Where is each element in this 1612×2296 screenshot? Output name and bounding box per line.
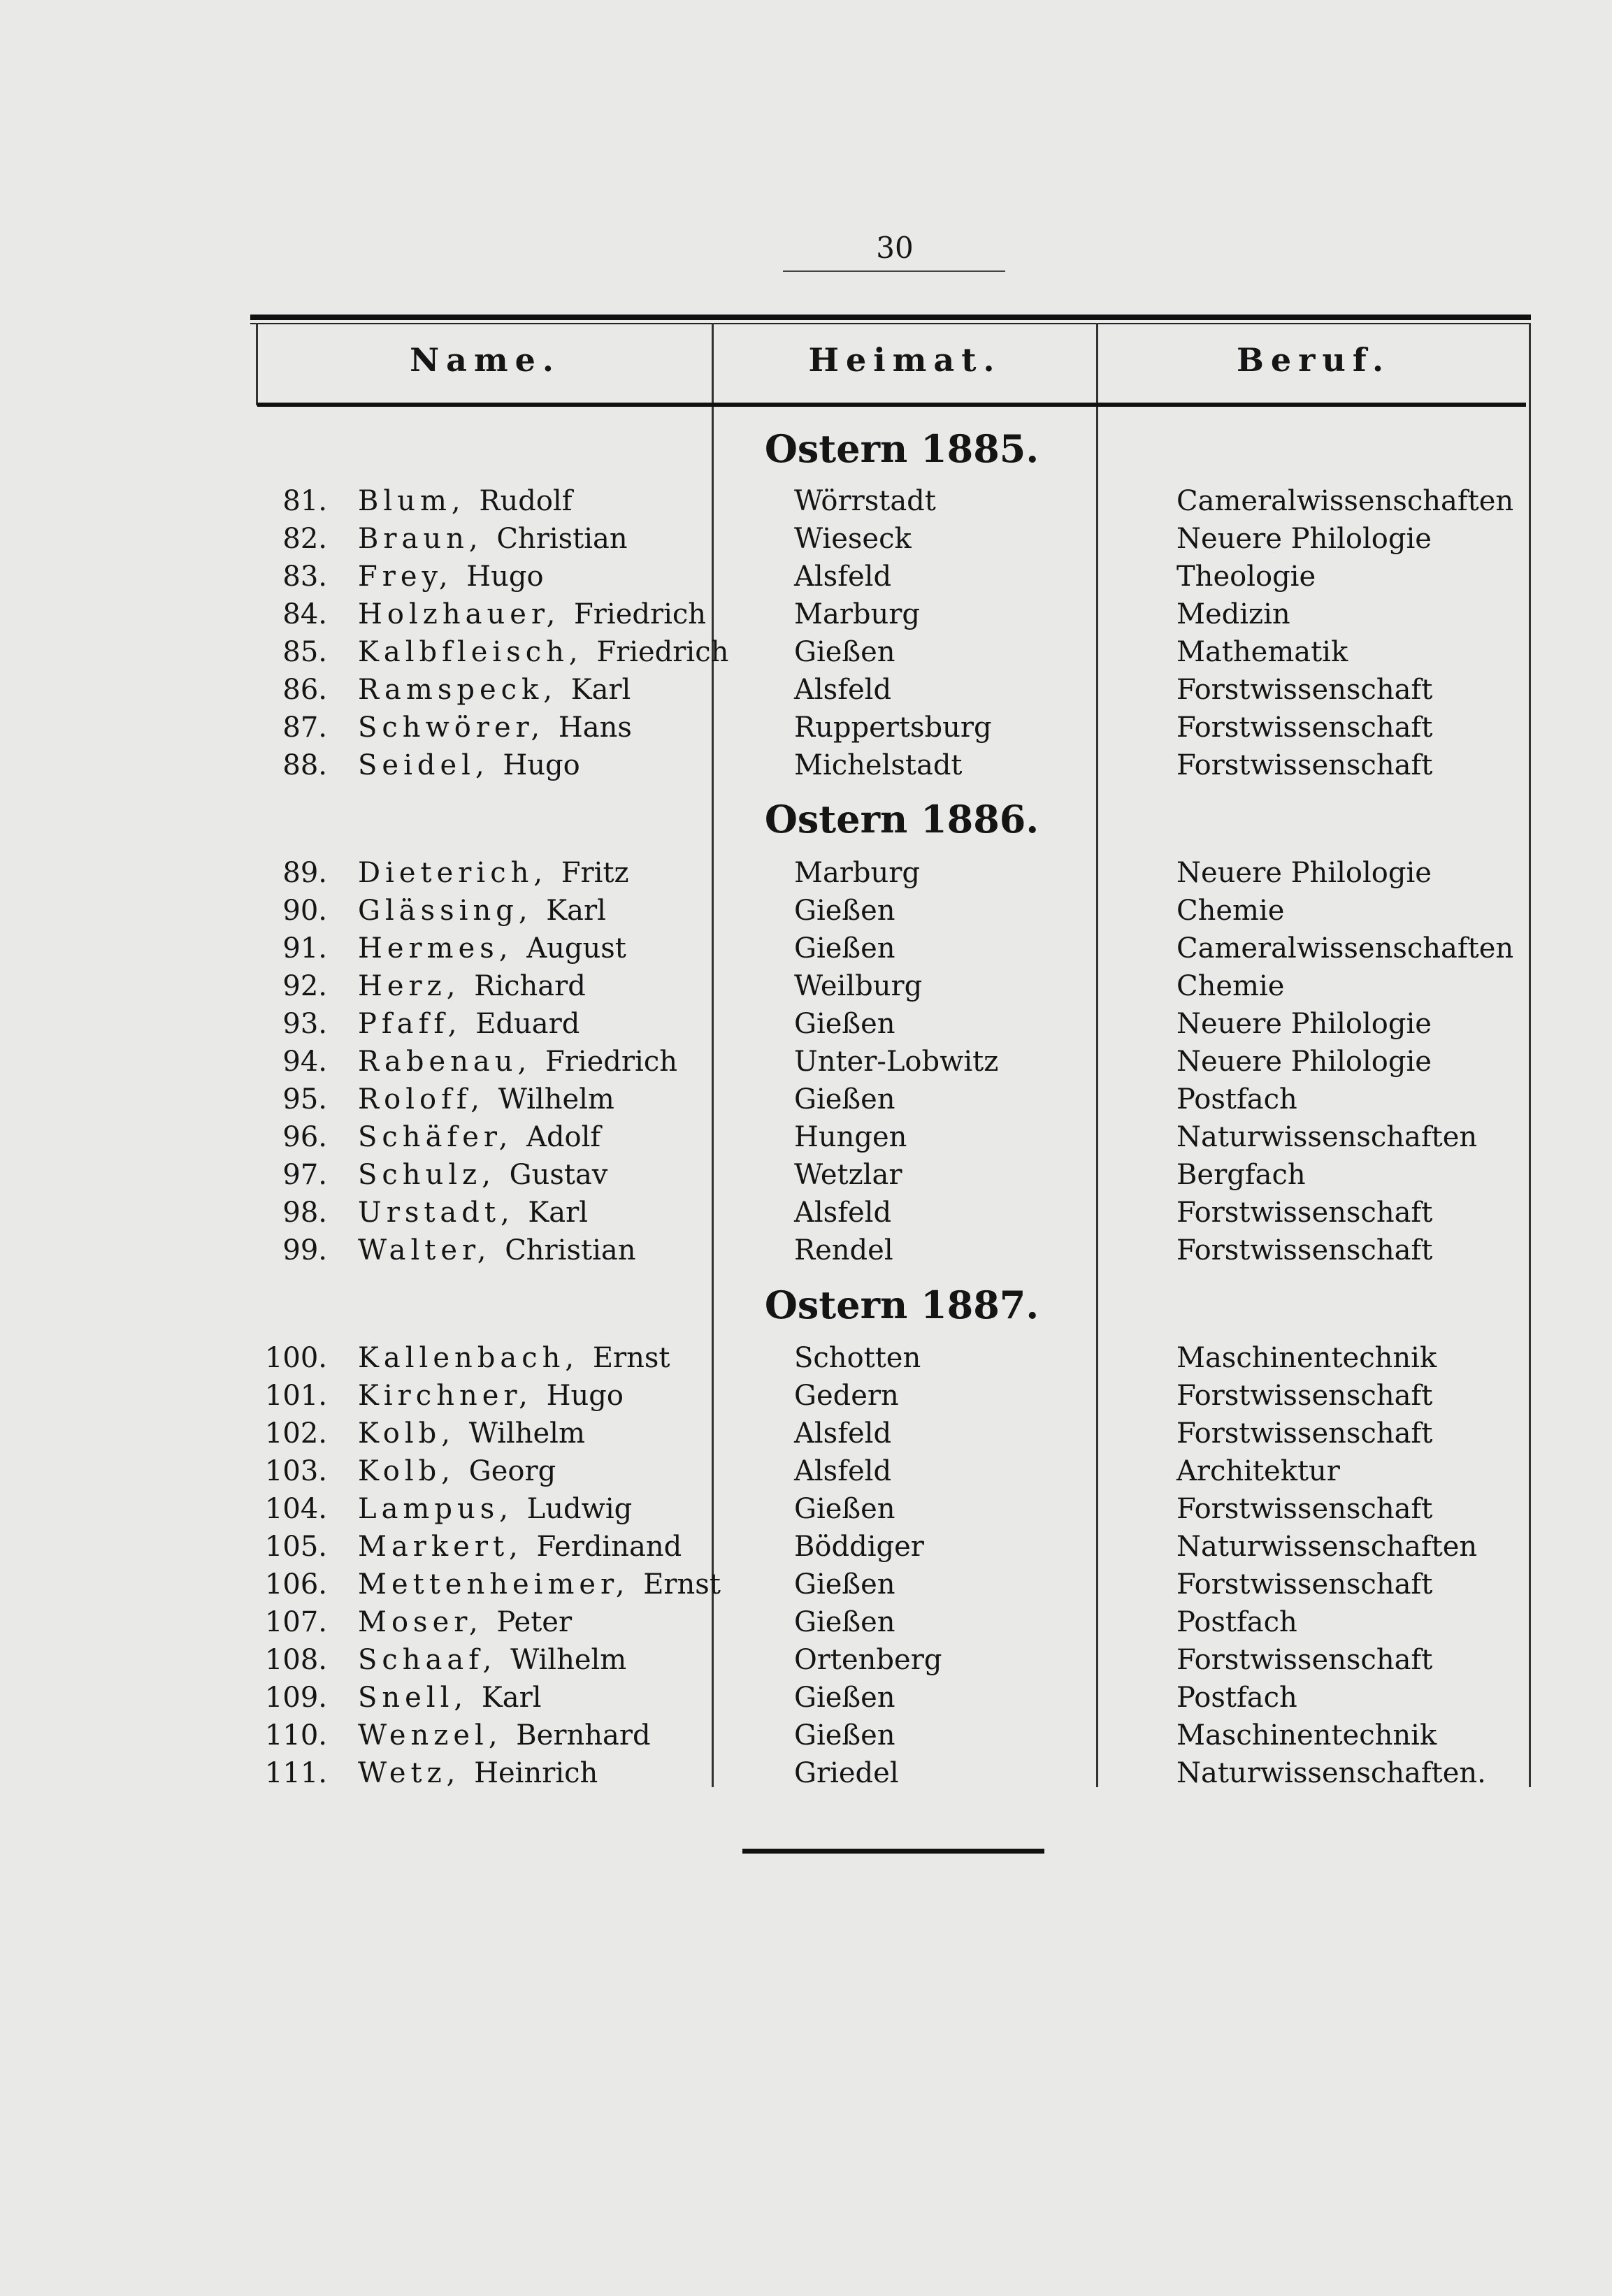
beruf-cell: Forstwissenschaft <box>1176 712 1433 744</box>
heimat-cell: Weilburg <box>794 970 923 1002</box>
row-number: 111. <box>264 1757 327 1789</box>
row-number: 98. <box>282 1197 327 1229</box>
table-row <box>0 1005 1612 1043</box>
given-name: Hugo <box>546 1380 624 1412</box>
surname: Markert <box>358 1531 510 1563</box>
beruf-cell: Postfach <box>1176 1083 1297 1115</box>
table-row <box>0 1603 1612 1641</box>
column-header-name: Name. <box>410 341 561 379</box>
surname: Ramspeck <box>358 674 544 706</box>
given-name: Friedrich <box>596 636 729 668</box>
table-row <box>0 482 1612 520</box>
table-row <box>0 967 1612 1005</box>
heimat-cell: Gießen <box>794 1568 895 1601</box>
table-row <box>0 595 1612 633</box>
student-name <box>358 746 580 784</box>
table-row <box>0 1452 1612 1490</box>
table-row <box>0 1528 1612 1566</box>
name-separator: , <box>475 749 503 781</box>
table-row <box>0 854 1612 892</box>
surname: Schulz <box>358 1159 482 1191</box>
row-number: 107. <box>264 1606 327 1638</box>
row-number: 91. <box>282 932 327 965</box>
heimat-cell: Marburg <box>794 598 921 630</box>
name-separator: , <box>518 895 547 927</box>
table-row <box>0 1339 1612 1377</box>
row-number: 92. <box>282 970 327 1002</box>
beruf-cell: Mathematik <box>1176 636 1348 668</box>
student-name <box>358 1377 624 1415</box>
row-number: 89. <box>282 857 327 889</box>
surname: Urstadt <box>358 1197 501 1229</box>
table-row <box>0 1118 1612 1156</box>
table-row <box>0 1156 1612 1194</box>
given-name: Christian <box>496 523 628 555</box>
row-number: 86. <box>282 674 327 706</box>
row-number: 97. <box>282 1159 327 1191</box>
student-name <box>358 1641 626 1679</box>
name-separator: , <box>451 485 480 517</box>
row-number: 110. <box>264 1719 327 1752</box>
surname: Schwörer <box>358 712 531 744</box>
row-number: 94. <box>282 1046 327 1078</box>
student-name <box>358 930 626 967</box>
name-separator: , <box>488 1719 517 1752</box>
given-name: Hans <box>558 712 632 744</box>
row-number: 105. <box>264 1531 327 1563</box>
surname: Schaaf <box>358 1644 483 1676</box>
beruf-cell: Naturwissenschaften. <box>1176 1757 1486 1789</box>
section-title: Ostern 1887. <box>764 1283 1039 1327</box>
heimat-cell: Griedel <box>794 1757 899 1789</box>
beruf-cell: Forstwissenschaft <box>1176 1568 1433 1601</box>
beruf-cell: Forstwissenschaft <box>1176 1380 1433 1412</box>
student-name <box>358 1490 632 1528</box>
name-separator: , <box>468 1606 497 1638</box>
surname: Herz <box>358 970 447 1002</box>
column-header-heimat: Heimat. <box>808 341 1002 379</box>
beruf-cell: Medizin <box>1176 598 1290 630</box>
surname: Roloff <box>358 1083 471 1115</box>
given-name: Karl <box>481 1682 542 1714</box>
heimat-cell: Gießen <box>794 1719 895 1752</box>
name-separator: , <box>517 1046 545 1078</box>
name-separator: , <box>546 598 575 630</box>
table-row <box>0 1377 1612 1415</box>
heimat-cell: Gießen <box>794 1493 895 1525</box>
heimat-cell: Alsfeld <box>794 1417 892 1450</box>
beruf-cell: Forstwissenschaft <box>1176 1234 1433 1266</box>
given-name: Hugo <box>503 749 580 781</box>
table-top-rule-thin <box>250 323 1531 324</box>
student-name <box>358 1156 607 1194</box>
row-number: 109. <box>264 1682 327 1714</box>
given-name: Friedrich <box>574 598 707 630</box>
row-number: 82. <box>282 523 327 555</box>
given-name: Fritz <box>561 857 629 889</box>
given-name: Georg <box>468 1455 556 1487</box>
surname: Hermes <box>358 932 499 965</box>
surname: Kolb <box>358 1417 442 1450</box>
student-name <box>358 671 631 709</box>
row-number: 81. <box>282 485 327 517</box>
heimat-cell: Gießen <box>794 1682 895 1714</box>
beruf-cell: Theologie <box>1176 561 1316 593</box>
name-separator: , <box>438 561 467 593</box>
row-number: 83. <box>282 561 327 593</box>
row-number: 100. <box>264 1342 327 1374</box>
heimat-cell: Wörrstadt <box>794 485 936 517</box>
given-name: Gustav <box>509 1159 608 1191</box>
given-name: Rudolf <box>479 485 573 517</box>
heimat-cell: Gießen <box>794 1083 895 1115</box>
table-row <box>0 1717 1612 1754</box>
heimat-cell: Ortenberg <box>794 1644 942 1676</box>
table-row <box>0 930 1612 967</box>
heimat-cell: Wetzlar <box>794 1159 902 1191</box>
table-row <box>0 1679 1612 1717</box>
given-name: Christian <box>505 1234 636 1266</box>
given-name: Peter <box>496 1606 573 1638</box>
name-separator: , <box>470 1083 498 1115</box>
surname: Wetz <box>358 1757 447 1789</box>
table-row <box>0 1232 1612 1269</box>
row-number: 106. <box>264 1568 327 1601</box>
beruf-cell: Bergfach <box>1176 1159 1306 1191</box>
heimat-cell: Gießen <box>794 1606 895 1638</box>
given-name: Ernst <box>643 1568 721 1601</box>
surname: Kolb <box>358 1455 442 1487</box>
surname: Wenzel <box>358 1719 489 1752</box>
given-name: Wilhelm <box>498 1083 614 1115</box>
heimat-cell: Böddiger <box>794 1531 924 1563</box>
heimat-cell: Alsfeld <box>794 561 892 593</box>
student-name <box>358 482 573 520</box>
surname: Blum <box>358 485 452 517</box>
student-name <box>358 1754 598 1792</box>
given-name: Richard <box>474 970 586 1002</box>
section-title: Ostern 1886. <box>764 797 1039 842</box>
table-row <box>0 709 1612 746</box>
given-name: Karl <box>528 1197 589 1229</box>
row-number: 85. <box>282 636 327 668</box>
student-name <box>358 1043 677 1081</box>
surname: Seidel <box>358 749 475 781</box>
row-number: 93. <box>282 1008 327 1040</box>
student-name <box>358 1603 572 1641</box>
beruf-cell: Neuere Philologie <box>1176 1008 1432 1040</box>
surname: Rabenau <box>358 1046 518 1078</box>
surname: Lampus <box>358 1493 500 1525</box>
beruf-cell: Forstwissenschaft <box>1176 1493 1433 1525</box>
name-separator: , <box>565 1342 593 1374</box>
page-number: 30 <box>876 231 914 265</box>
name-separator: , <box>543 674 571 706</box>
beruf-cell: Neuere Philologie <box>1176 523 1432 555</box>
section-title: Ostern 1885. <box>764 426 1039 471</box>
row-number: 87. <box>282 712 327 744</box>
beruf-cell: Forstwissenschaft <box>1176 1417 1433 1450</box>
row-number: 108. <box>264 1644 327 1676</box>
heimat-cell: Gießen <box>794 895 895 927</box>
row-number: 95. <box>282 1083 327 1115</box>
heimat-cell: Gedern <box>794 1380 899 1412</box>
surname: Walter <box>358 1234 477 1266</box>
student-name <box>358 1452 556 1490</box>
student-name <box>358 633 728 671</box>
beruf-cell: Chemie <box>1176 895 1285 927</box>
student-name <box>358 1339 670 1377</box>
table-row <box>0 1043 1612 1081</box>
row-number: 96. <box>282 1121 327 1153</box>
given-name: Karl <box>546 895 606 927</box>
name-separator: , <box>441 1417 469 1450</box>
name-separator: , <box>499 1493 527 1525</box>
row-number: 104. <box>264 1493 327 1525</box>
row-number: 90. <box>282 895 327 927</box>
surname: Schäfer <box>358 1121 499 1153</box>
given-name: Ludwig <box>526 1493 633 1525</box>
name-separator: , <box>509 1531 537 1563</box>
table-top-rule <box>250 315 1531 320</box>
heimat-cell: Hungen <box>794 1121 907 1153</box>
heimat-cell: Gießen <box>794 932 895 965</box>
surname: Kirchner <box>358 1380 519 1412</box>
heimat-cell: Schotten <box>794 1342 921 1374</box>
table-row <box>0 1490 1612 1528</box>
student-name <box>358 1194 588 1232</box>
given-name: Ferdinand <box>536 1531 682 1563</box>
name-separator: , <box>441 1455 469 1487</box>
given-name: Wilhelm <box>510 1644 627 1676</box>
given-name: Bernhard <box>516 1719 651 1752</box>
student-name <box>358 558 544 595</box>
given-name: Friedrich <box>545 1046 677 1078</box>
table-row <box>0 746 1612 784</box>
beruf-cell: Neuere Philologie <box>1176 857 1432 889</box>
student-name <box>358 520 628 558</box>
table-row <box>0 520 1612 558</box>
student-name <box>358 967 586 1005</box>
beruf-cell: Chemie <box>1176 970 1285 1002</box>
beruf-cell: Postfach <box>1176 1682 1297 1714</box>
name-separator: , <box>482 1159 510 1191</box>
table-row <box>0 633 1612 671</box>
student-name <box>358 1717 651 1754</box>
heimat-cell: Alsfeld <box>794 674 892 706</box>
given-name: Karl <box>570 674 631 706</box>
beruf-cell: Cameralwissenschaften <box>1176 485 1514 517</box>
table-row <box>0 1415 1612 1452</box>
row-number: 84. <box>282 598 327 630</box>
table-left-border <box>256 323 258 405</box>
beruf-cell: Postfach <box>1176 1606 1297 1638</box>
row-number: 88. <box>282 749 327 781</box>
column-header-beruf: Beruf. <box>1237 341 1390 379</box>
heimat-cell: Gießen <box>794 1008 895 1040</box>
beruf-cell: Forstwissenschaft <box>1176 1197 1433 1229</box>
heimat-cell: Alsfeld <box>794 1455 892 1487</box>
student-name <box>358 854 629 892</box>
table-row <box>0 558 1612 595</box>
surname: Pfaff <box>358 1008 448 1040</box>
given-name: Ernst <box>592 1342 670 1374</box>
student-name <box>358 892 606 930</box>
name-separator: , <box>615 1568 644 1601</box>
beruf-cell: Forstwissenschaft <box>1176 674 1433 706</box>
surname: Dieterich <box>358 857 534 889</box>
name-separator: , <box>500 1197 528 1229</box>
surname: Mettenheimer <box>358 1568 616 1601</box>
student-name <box>358 1232 635 1269</box>
name-separator: , <box>498 1121 527 1153</box>
given-name: Eduard <box>475 1008 580 1040</box>
heimat-cell: Gießen <box>794 636 895 668</box>
name-separator: , <box>482 1644 511 1676</box>
beruf-cell: Forstwissenschaft <box>1176 749 1433 781</box>
surname: Kallenbach <box>358 1342 566 1374</box>
given-name: Adolf <box>526 1121 601 1153</box>
surname: Snell <box>358 1682 454 1714</box>
beruf-cell: Maschinentechnik <box>1176 1342 1437 1374</box>
beruf-cell: Architektur <box>1176 1455 1340 1487</box>
surname: Holzhauer <box>358 598 547 630</box>
table-row <box>0 1194 1612 1232</box>
surname: Moser <box>358 1606 469 1638</box>
student-name <box>358 1679 542 1717</box>
given-name: Wilhelm <box>468 1417 585 1450</box>
student-name <box>358 1081 614 1118</box>
table-row <box>0 1566 1612 1603</box>
given-name: August <box>526 932 626 965</box>
beruf-cell: Neuere Philologie <box>1176 1046 1432 1078</box>
heimat-cell: Michelstadt <box>794 749 963 781</box>
name-separator: , <box>519 1380 547 1412</box>
row-number: 103. <box>264 1455 327 1487</box>
name-separator: , <box>498 932 527 965</box>
student-name <box>358 1566 721 1603</box>
heimat-cell: Wieseck <box>794 523 912 555</box>
heimat-cell: Alsfeld <box>794 1197 892 1229</box>
name-separator: , <box>531 712 559 744</box>
name-separator: , <box>446 1757 475 1789</box>
student-name <box>358 709 632 746</box>
table-row <box>0 1641 1612 1679</box>
name-separator: , <box>454 1682 482 1714</box>
surname: Glässing <box>358 895 519 927</box>
closing-rule <box>742 1849 1044 1854</box>
surname: Frey <box>358 561 439 593</box>
beruf-cell: Naturwissenschaften <box>1176 1121 1478 1153</box>
given-name: Heinrich <box>474 1757 598 1789</box>
name-separator: , <box>477 1234 505 1266</box>
name-separator: , <box>447 1008 476 1040</box>
name-separator: , <box>446 970 475 1002</box>
surname: Braun <box>358 523 469 555</box>
beruf-cell: Naturwissenschaften <box>1176 1531 1478 1563</box>
name-separator: , <box>568 636 597 668</box>
page-number-rule <box>783 270 1005 272</box>
student-name <box>358 1118 600 1156</box>
name-separator: , <box>468 523 497 555</box>
name-separator: , <box>533 857 561 889</box>
beruf-cell: Forstwissenschaft <box>1176 1644 1433 1676</box>
given-name: Hugo <box>466 561 544 593</box>
student-name <box>358 1005 580 1043</box>
beruf-cell: Maschinentechnik <box>1176 1719 1437 1752</box>
row-number: 102. <box>264 1417 327 1450</box>
surname: Kalbfleisch <box>358 636 569 668</box>
header-rule <box>257 403 1526 407</box>
heimat-cell: Marburg <box>794 857 921 889</box>
row-number: 99. <box>282 1234 327 1266</box>
table-row <box>0 1754 1612 1792</box>
table-row <box>0 892 1612 930</box>
beruf-cell: Cameralwissenschaften <box>1176 932 1514 965</box>
student-name <box>358 1415 585 1452</box>
table-row <box>0 1081 1612 1118</box>
heimat-cell: Unter-Lobwitz <box>794 1046 999 1078</box>
heimat-cell: Ruppertsburg <box>794 712 992 744</box>
student-name <box>358 1528 682 1566</box>
table-row <box>0 671 1612 709</box>
row-number: 101. <box>264 1380 327 1412</box>
heimat-cell: Rendel <box>794 1234 893 1266</box>
student-name <box>358 595 706 633</box>
